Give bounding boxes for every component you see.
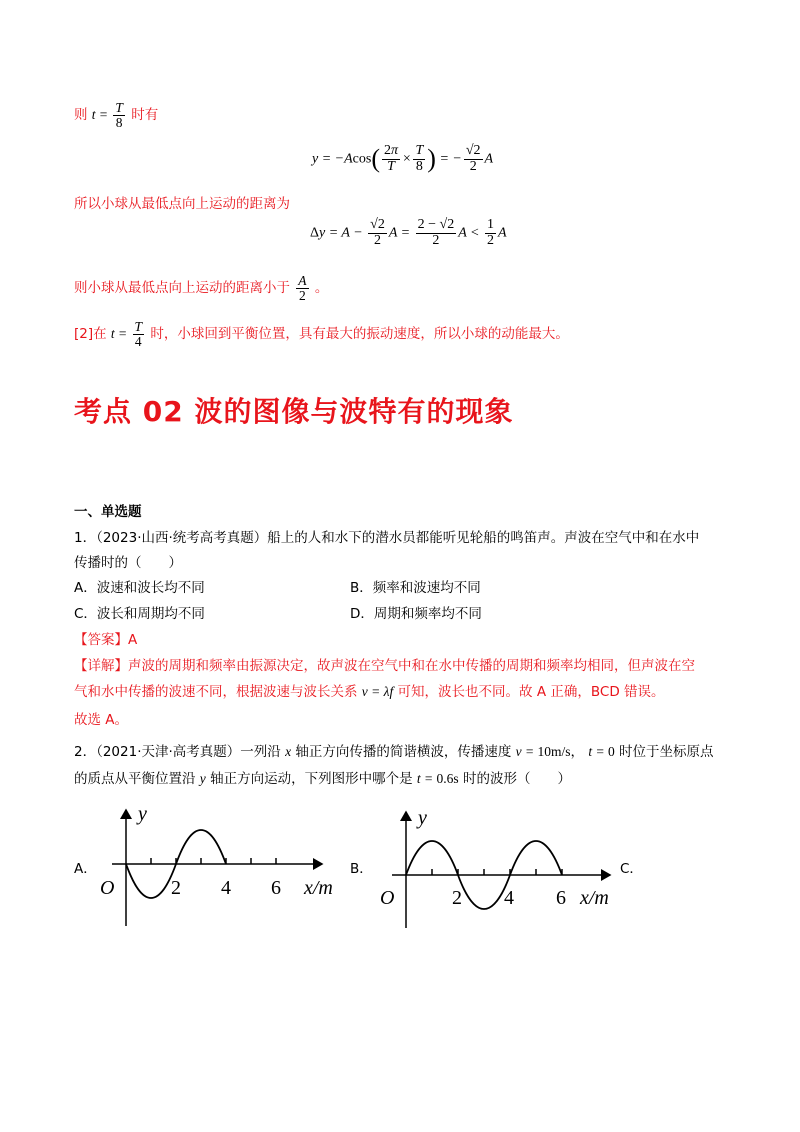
tick-label-4: 4 [504, 887, 514, 909]
text: 则 [74, 106, 88, 123]
text: 时，小球回到平衡位置，具有最大的振动速度，所以小球的动能最大。 [150, 325, 569, 342]
formula-t06: t = 0.6s [416, 771, 459, 786]
x-label: x/m [304, 877, 333, 899]
tick-label-2: 2 [452, 887, 462, 909]
text: 在 [93, 325, 107, 342]
solution-line-2: 所以小球从最低点向上运动的距离为 [74, 196, 290, 212]
text: 时位于坐标原点 [619, 744, 714, 760]
symbol-y: y [199, 771, 206, 786]
origin-label: O [380, 887, 395, 909]
tick-label-6: 6 [271, 877, 281, 899]
text: 。 [314, 279, 329, 296]
formula-v-10: v = 10m/s [515, 744, 571, 759]
x-ticks [151, 858, 276, 864]
formula-v-lambda-f: v = λf [361, 684, 394, 699]
origin-label: O [100, 877, 115, 899]
q1-stem-line-1: 1．（2023·山西·统考高考真题）船上的人和水下的潜水员都能听见轮船的鸣笛声。声波在空气中和在水中 [74, 530, 700, 546]
part-title: 一、单选题 [74, 504, 142, 520]
q2-stem-line-1 [74, 740, 714, 760]
graph-a [92, 798, 362, 933]
q2-stem-line-2 [74, 767, 571, 787]
q1-option-b: B．频率和波速均不同 [350, 580, 481, 596]
q1-conclusion: 故选 A。 [74, 712, 129, 728]
symbol-x: x [285, 744, 292, 759]
equation-delta-y: Δy = A − $\frac{√2}{2}$ A = $\frac{2 - √2}{2}$ A < $\frac{1}{2}$ A [310, 217, 507, 248]
q1-detail-line-1: 【详解】声波的周期和频率由振源决定，故声波在空气中和在水中传播的周期和频率均相同，但声波在空 [74, 658, 695, 674]
formula-t-eq-T8: t = $\frac{T}{8}$ [91, 100, 123, 131]
q1-option-d: D．周期和频率均不同 [350, 606, 482, 622]
q1-option-c: C．波长和周期均不同 [74, 606, 205, 622]
text: 时有 [131, 106, 159, 123]
y-label: y [138, 803, 147, 825]
q1-detail-line-2 [74, 680, 665, 700]
solution-line-4 [74, 320, 569, 349]
graph-b [372, 806, 642, 931]
text: 气和水中传播的波速不同，根据波速与波长关系 [74, 684, 358, 700]
text: 轴正方向运动，下列图形中哪个是 [210, 771, 413, 787]
equation-y: y = −Acos( $\frac{2\pi}{T}$ × $\frac{T}{8}$ ) = − $\frac{√2}{2}$ A [312, 143, 494, 174]
formula-t0: t = 0 [588, 744, 615, 759]
text: 可知，波长也不同。故 A 正确，BCD 错误。 [397, 684, 665, 700]
formula-A2: $\frac{A}{2}$ [298, 273, 307, 304]
text: ， [570, 744, 585, 760]
q2-option-a-label: A． [74, 861, 97, 877]
q1-stem-line-2: 传播时的（ ） [74, 555, 182, 571]
y-label: y [418, 807, 427, 829]
tick-label-2: 2 [171, 877, 181, 899]
x-label: x/m [580, 887, 609, 909]
solution-line-1 [74, 101, 158, 130]
text: [2] [74, 325, 94, 342]
text: 2．（2021·天津·高考真题）一列沿 [74, 744, 281, 760]
text: 则小球从最低点向上运动的距离小于 [74, 279, 290, 296]
q2-option-b-label: B． [350, 861, 373, 877]
text: 时的波形（ ） [462, 771, 571, 787]
text: 的质点从平衡位置沿 [74, 771, 196, 787]
tick-label-6: 6 [556, 887, 566, 909]
q1-answer: 【答案】A [74, 632, 138, 648]
formula-t-eq-T4: t = $\frac{T}{4}$ [110, 319, 143, 350]
text: 轴正方向传播的简谐横波，传播速度 [295, 744, 512, 760]
q1-option-a: A．波速和波长均不同 [74, 580, 205, 596]
solution-line-3 [74, 274, 328, 303]
section-heading: 考点 02 波的图像与波特有的现象 [74, 395, 514, 428]
tick-label-4: 4 [221, 877, 231, 899]
q2-option-c-label: C． [620, 861, 643, 877]
x-ticks [432, 869, 562, 875]
